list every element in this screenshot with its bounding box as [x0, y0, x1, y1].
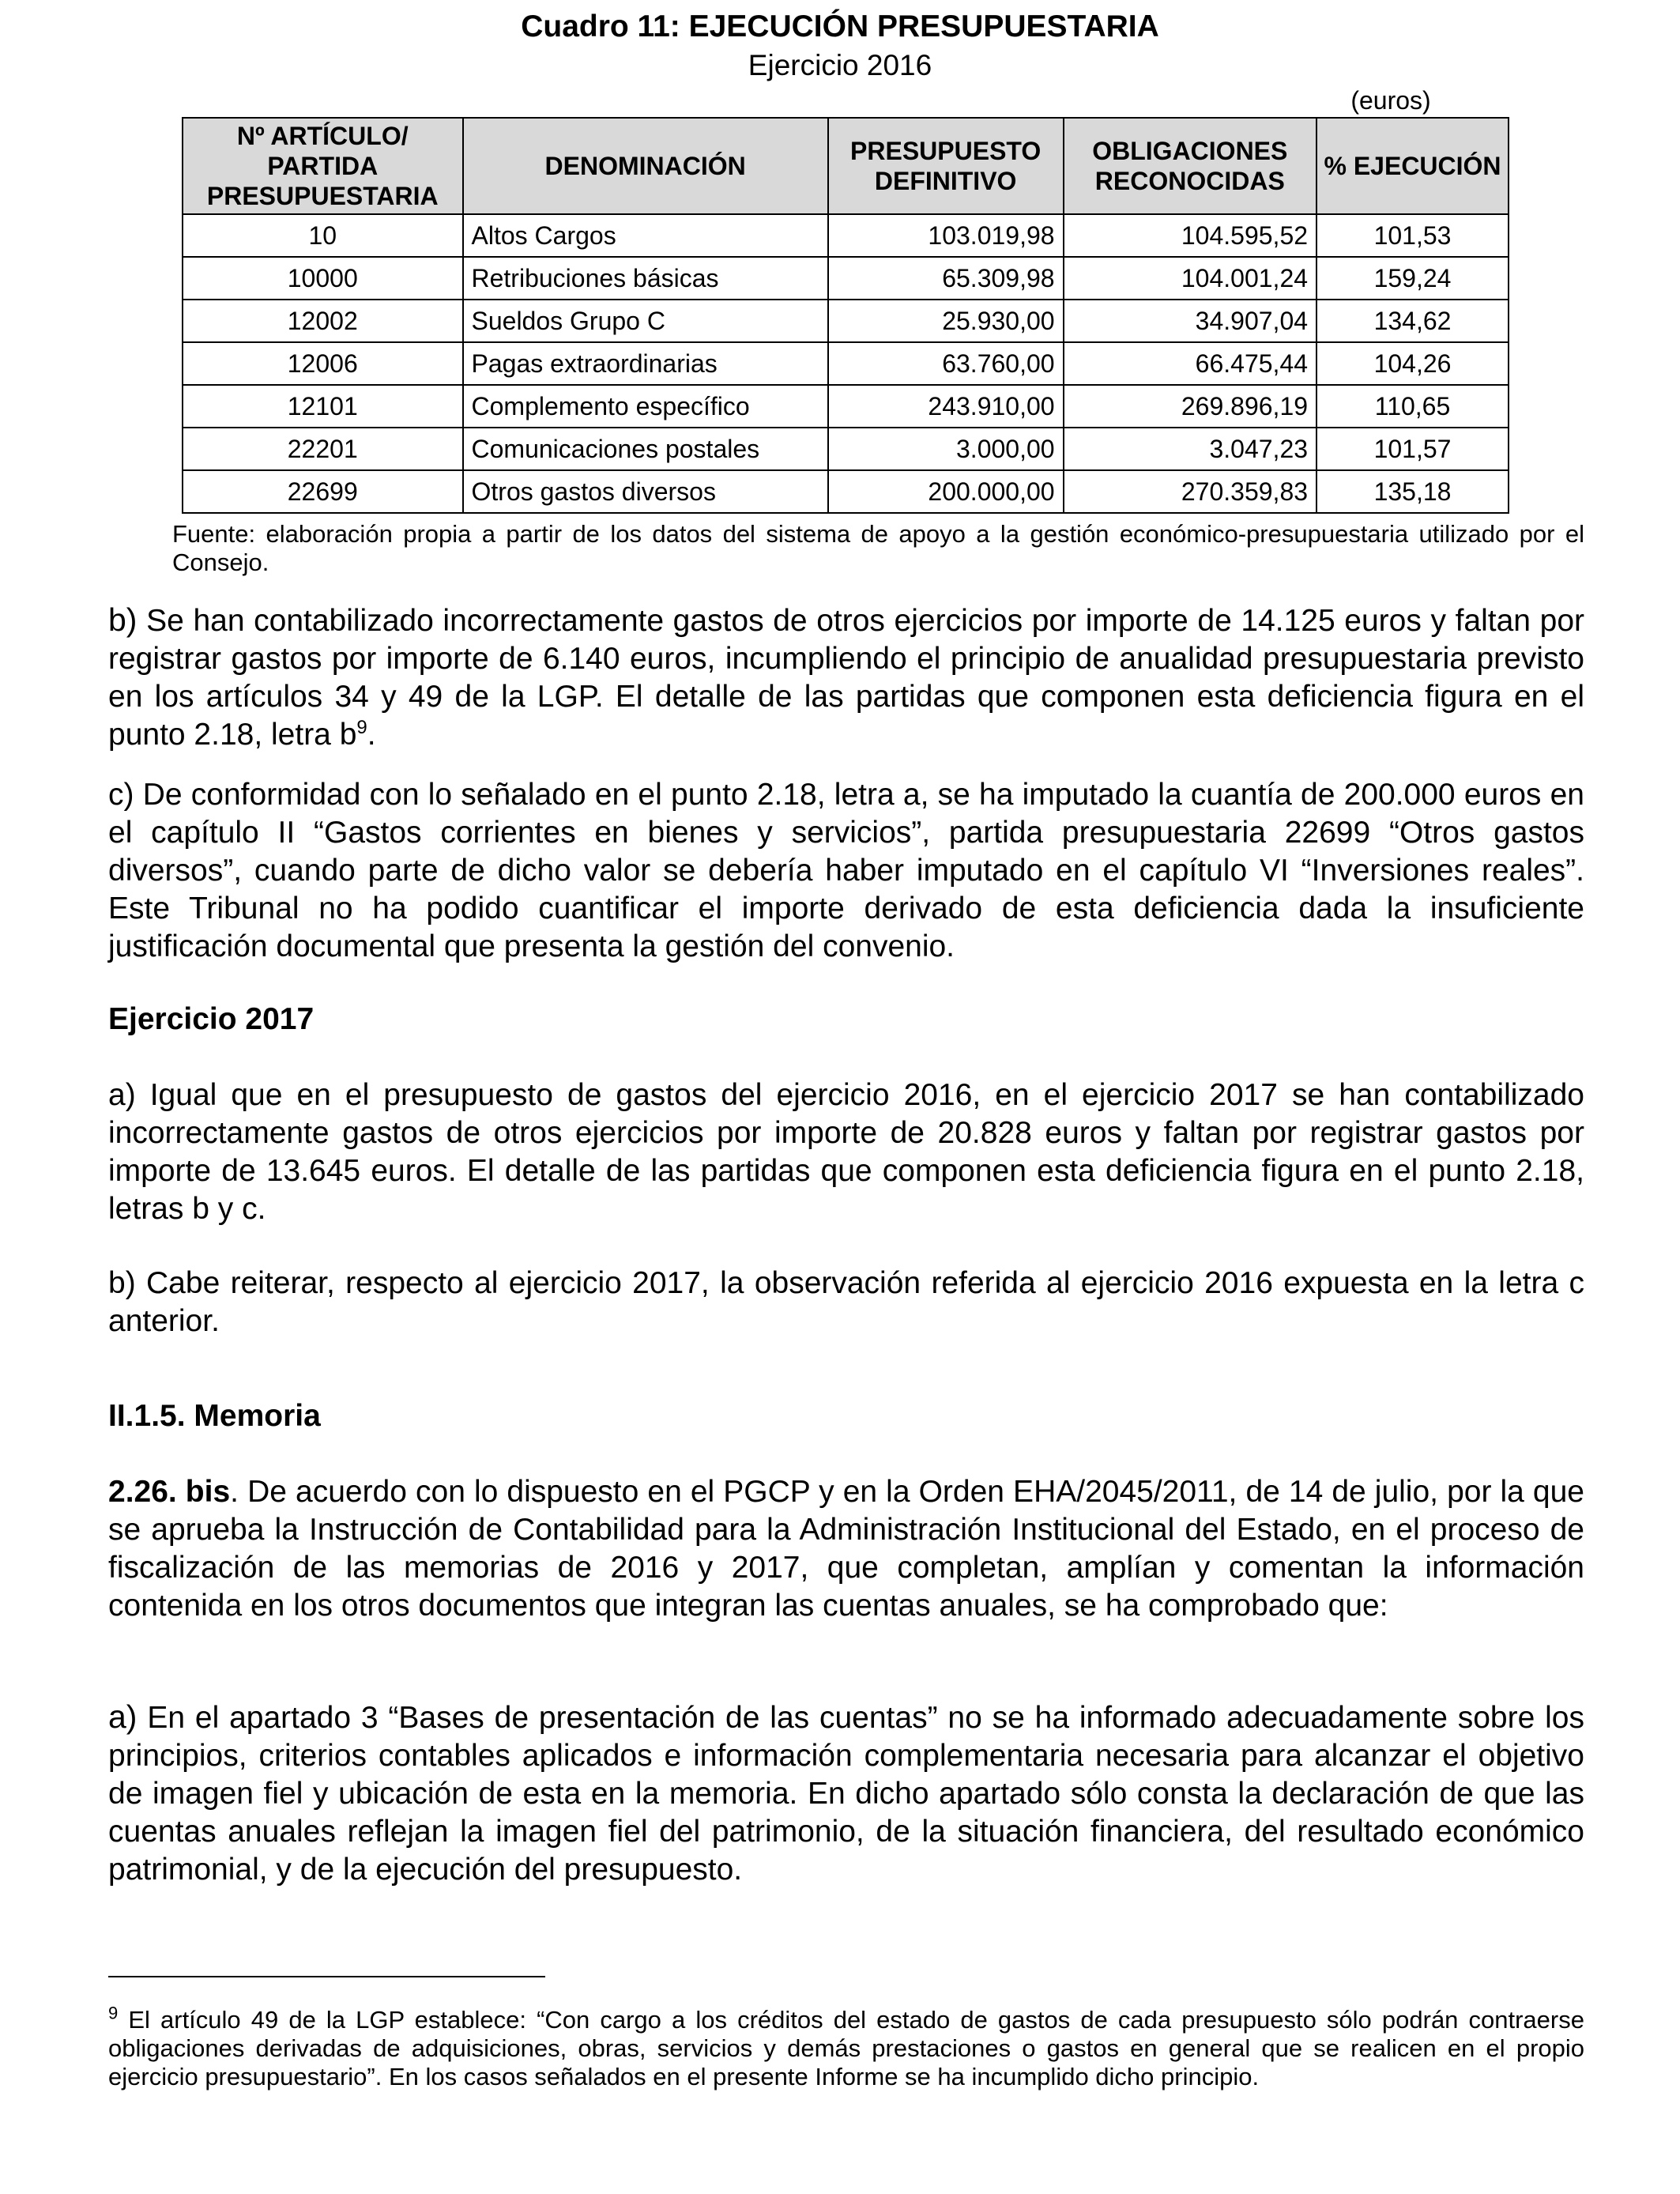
budget-execution-table: [182, 117, 1509, 514]
footnote-separator: [108, 1976, 545, 1977]
cell-pct: 135,18: [1317, 470, 1509, 513]
units-label: (euros): [1350, 86, 1431, 115]
header-obligations: OBLIGACIONES RECONOCIDAS: [1064, 118, 1317, 214]
cell-name: Altos Cargos: [463, 214, 828, 257]
footnote-text: El artículo 49 de la LGP establece: “Con cargo a los créditos del estado de gastos de cada presupuesto sólo podrán contraerse obligaciones derivadas de adquisiciones, obras, servicios y demás prestaciones o gastos en general que se realicen en el propio ejercicio presupuestario”. En los casos señalados en el presente Informe se ha incumplido dicho principio.: [108, 2006, 1584, 2090]
cell-code: 10: [183, 214, 463, 257]
paragraph-2-26-bis: [108, 1473, 1584, 1625]
footnote-reference: 9: [356, 717, 367, 738]
table-row: [183, 470, 1509, 513]
table-row: [183, 300, 1509, 342]
cell-budget: 63.760,00: [828, 342, 1064, 385]
table-row: [183, 342, 1509, 385]
footnote-9: [108, 2003, 1584, 2091]
cell-name: Otros gastos diversos: [463, 470, 828, 513]
cell-obligations: 34.907,04: [1064, 300, 1317, 342]
paragraph-a-2017: a) Igual que en el presupuesto de gastos del ejercicio 2016, en el ejercicio 2017 se han contabilizado incorrectamente gastos de otros ejercicios por importe de 20.828 euros y faltan por registrar gastos por importe de 13.645 euros. El detalle de las partidas que componen esta deficiencia figura en el punto 2.18, letras b y c.: [108, 1078, 1584, 1226]
cell-name: Pagas extraordinarias: [463, 342, 828, 385]
table-row: [183, 385, 1509, 428]
paragraph-label: 2.26. bis: [108, 1475, 231, 1509]
cell-obligations: 3.047,23: [1064, 428, 1317, 470]
cell-code: 10000: [183, 257, 463, 300]
cell-budget: 3.000,00: [828, 428, 1064, 470]
cell-code: 12101: [183, 385, 463, 428]
paragraph-tail: .: [367, 718, 376, 752]
cell-obligations: 270.359,83: [1064, 470, 1317, 513]
paragraph-text: . De acuerdo con lo dispuesto en el PGCP y en la Orden EHA/2045/2011, de 14 de julio, por la que se aprueba la Instrucción de Contabilidad para la Administración Institucional del Estado, en el proceso de fiscalización de las memorias de 2016 y 2017, que completan, amplían y comentan la información contenida en los otros documentos que integran las cuentas anuales, se ha comprobado que:: [108, 1475, 1584, 1623]
cell-obligations: 104.595,52: [1064, 214, 1317, 257]
paragraph-letter: a): [108, 1698, 137, 1735]
cell-pct: 104,26: [1317, 342, 1509, 385]
header-article: Nº ARTÍCULO/ PARTIDA PRESUPUESTARIA: [183, 118, 463, 214]
cell-name: Retribuciones básicas: [463, 257, 828, 300]
cell-pct: 134,62: [1317, 300, 1509, 342]
paragraph-b-2017: b) Cabe reiterar, respecto al ejercicio 2017, la observación referida al ejercicio 2016 expuesta en la letra c anterior.: [108, 1266, 1584, 1338]
cell-code: 22699: [183, 470, 463, 513]
paragraph-letter: b): [108, 601, 137, 638]
paragraph-text: En el apartado 3 “Bases de presentación de las cuentas” no se ha informado adecuadamente sobre los principios, criterios contables aplicados e información complementaria necesaria para alcanzar el objetivo de imagen fiel y ubicación de esta en la memoria. En dicho apartado sólo consta la declaración de que las cuentas anuales reflejan la imagen fiel del patrimonio, de la situación financiera, del resultado económico patrimonial, y de la ejecución del presupuesto.: [108, 1701, 1584, 1887]
heading-memoria: II.1.5. Memoria: [108, 1399, 321, 1433]
table-header-row: [183, 118, 1509, 214]
cell-pct: 110,65: [1317, 385, 1509, 428]
cell-obligations: 66.475,44: [1064, 342, 1317, 385]
table-subtitle: Ejercicio 2016: [748, 49, 932, 81]
cell-obligations: 104.001,24: [1064, 257, 1317, 300]
header-execution-pct: % EJECUCIÓN: [1317, 118, 1509, 214]
header-denomination: DENOMINACIÓN: [463, 118, 828, 214]
cell-code: 12006: [183, 342, 463, 385]
cell-budget: 200.000,00: [828, 470, 1064, 513]
cell-pct: 159,24: [1317, 257, 1509, 300]
paragraph-text: Se han contabilizado incorrectamente gastos de otros ejercicios por importe de 14.125 euros y faltan por registrar gastos por importe de 6.140 euros, incumpliendo el principio de anualidad presupuestaria previsto en los artículos 34 y 49 de la LGP. El detalle de las partidas que componen esta deficiencia figura en el punto 2.18, letra b: [108, 604, 1584, 752]
cell-name: Comunicaciones postales: [463, 428, 828, 470]
table-source-note: Fuente: elaboración propia a partir de los datos del sistema de apoyo a la gestión económico-presupuestaria utilizado por el Consejo.: [172, 520, 1584, 576]
cell-code: 22201: [183, 428, 463, 470]
table-row: [183, 428, 1509, 470]
paragraph-c-2016: c) De conformidad con lo señalado en el punto 2.18, letra a, se ha imputado la cuantía de 200.000 euros en el capítulo II “Gastos corrientes en bienes y servicios”, partida presupuestaria 22699 “Otros gastos diversos”, cuando parte de dicho valor se debería haber imputado en el capítulo VI “Inversiones reales”. Este Tribunal no ha podido cuantificar el importe derivado de esta deficiencia dada la insuficiente justificación documental que presenta la gestión del convenio.: [108, 778, 1584, 963]
cell-name: Sueldos Grupo C: [463, 300, 828, 342]
table-row: [183, 214, 1509, 257]
cell-code: 12002: [183, 300, 463, 342]
header-budget: PRESUPUESTO DEFINITIVO: [828, 118, 1064, 214]
footnote-number: 9: [108, 2003, 119, 2023]
cell-budget: 65.309,98: [828, 257, 1064, 300]
table-title: Cuadro 11: EJECUCIÓN PRESUPUESTARIA: [521, 9, 1159, 43]
cell-budget: 103.019,98: [828, 214, 1064, 257]
paragraph-a-memoria: [108, 1698, 1584, 1889]
cell-pct: 101,53: [1317, 214, 1509, 257]
cell-budget: 25.930,00: [828, 300, 1064, 342]
table-row: [183, 257, 1509, 300]
paragraph-b-2016: [108, 601, 1584, 754]
cell-budget: 243.910,00: [828, 385, 1064, 428]
heading-ejercicio-2017: Ejercicio 2017: [108, 1002, 315, 1036]
cell-pct: 101,57: [1317, 428, 1509, 470]
cell-obligations: 269.896,19: [1064, 385, 1317, 428]
cell-name: Complemento específico: [463, 385, 828, 428]
